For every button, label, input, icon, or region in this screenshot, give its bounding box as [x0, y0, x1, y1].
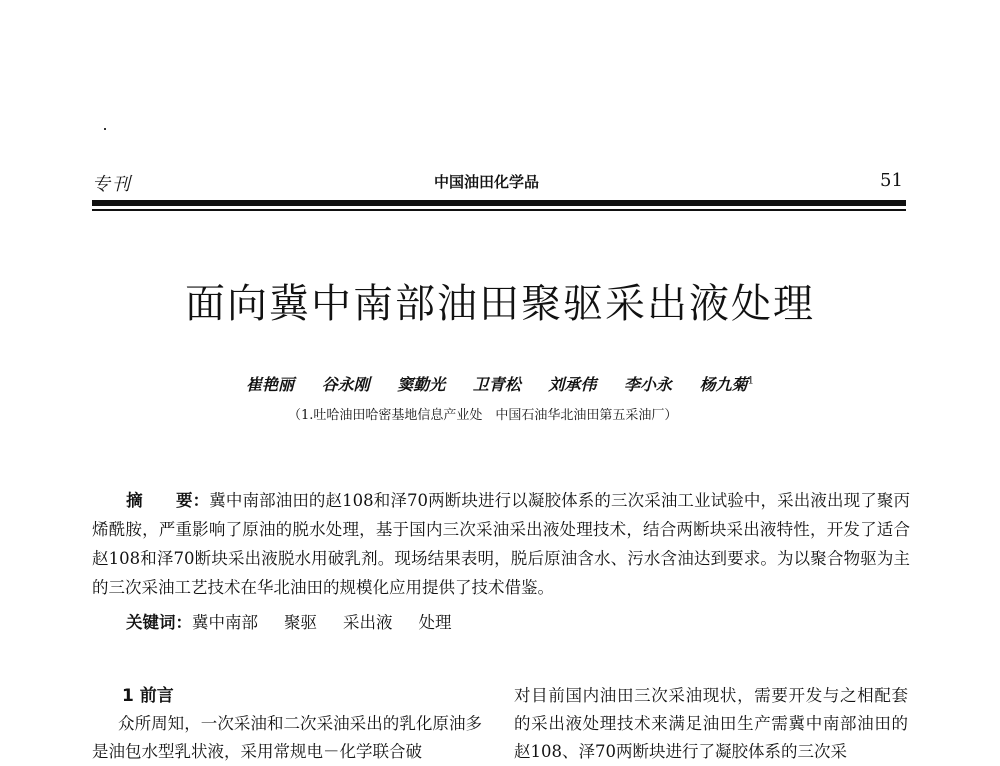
author-name: 杨九菊$^1$: [699, 375, 754, 394]
header-rule-thick: [92, 200, 906, 206]
keyword: 采出液: [343, 613, 393, 632]
abstract: [92, 486, 910, 602]
keyword: 处理: [418, 613, 452, 632]
author-name: 谷永刚: [321, 375, 370, 394]
abstract-label: 摘 要：: [126, 491, 210, 510]
body-column-right: 对目前国内油田三次采油现状，需要开发与之相配套的采出液处理技术来满足油田生产需冀中南部油田的赵108、泽70两断块进行了凝胶体系的三次采: [514, 686, 908, 761]
author-name: 崔艳丽: [246, 375, 295, 394]
abstract-text: 冀中南部油田的赵108和泽70两断块进行以凝胶体系的三次采油工业试验中，采出液出现了聚丙烯酰胺，严重影响了原油的脱水处理，基于国内三次采油采出液处理技术，结合两断块采出液特性，开发了适合赵108和泽70断块采出液脱水用破乳剂。现场结果表明，脱后原油含水、污水含油达到要求。为以聚合物驱为主的三次采油工艺技术在华北油田的规模化应用提供了技术借鉴。: [92, 491, 910, 597]
author-name: 刘承伟: [548, 375, 597, 394]
body-text: 众所周知，一次采油和二次采油采出的乳化原油多是油包水型乳状液，采用常规电－化学联合破: [92, 714, 482, 761]
journal-section-label: 专刊: [92, 174, 132, 195]
author-name: 窦勤光: [397, 375, 446, 394]
keywords: [126, 609, 466, 633]
author-name: 卫青松: [472, 375, 521, 394]
author-list: [246, 372, 754, 395]
author-affiliation-mark: 1: [747, 375, 754, 387]
keywords-label: 关键词：: [126, 613, 192, 632]
header-rule-thin: [92, 209, 906, 211]
article-title: 面向冀中南部油田聚驱采出液处理: [185, 281, 815, 327]
page-number: 51: [880, 170, 903, 191]
section-heading: 1 前言: [122, 686, 174, 706]
journal-name: 中国油田化学品: [434, 173, 540, 191]
scan-speck: [104, 128, 106, 130]
affiliation: （1.吐哈油田哈密基地信息产业处 中国石油华北油田第五采油厂）: [288, 408, 678, 423]
body-column-left: [92, 710, 482, 766]
keyword: 冀中南部: [192, 613, 258, 632]
keyword: 聚驱: [284, 613, 317, 632]
author-name: 李小永: [623, 375, 672, 394]
